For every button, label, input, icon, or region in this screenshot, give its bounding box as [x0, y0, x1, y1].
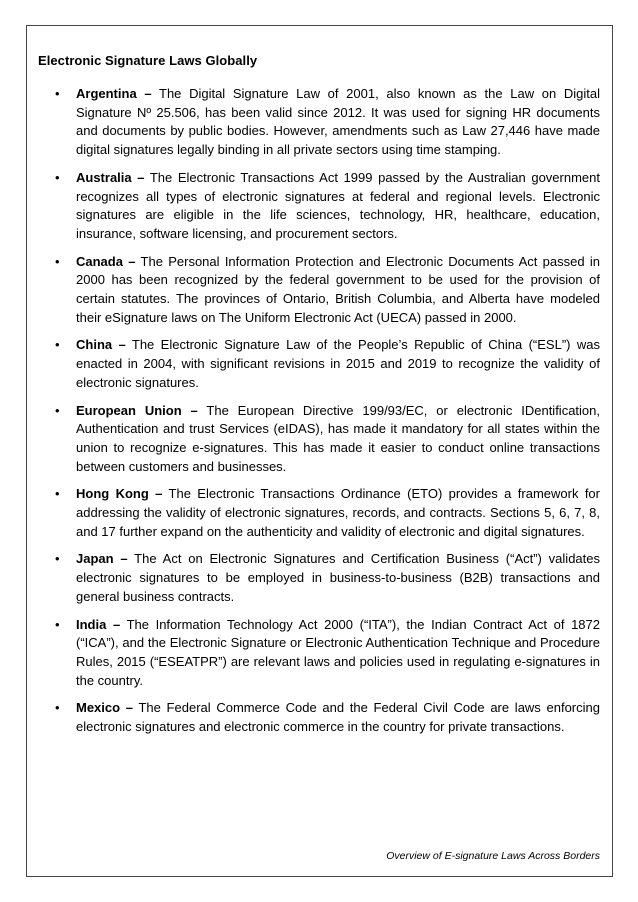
country-name: Hong Kong –	[76, 486, 163, 502]
laws-list	[38, 85, 600, 746]
country-name: European Union –	[76, 402, 198, 418]
list-item-india	[38, 616, 600, 691]
country-name: India –	[76, 616, 121, 632]
law-description: The Act on Electronic Signatures and Certification Business (“Act”) validates electronic signatures to be employed in business-to-business (B2B) transactions and general business contracts.	[76, 551, 600, 604]
law-description: The Federal Commerce Code and the Federal Civil Code are laws enforcing electronic signatures and electronic commerce in the country for private transactions.	[76, 700, 600, 735]
bullet-icon: •	[55, 253, 60, 269]
law-description: The European Directive 199/93/EC, or electronic IDentification, Authentication and trust Services (eIDAS), has made it mandatory for all states within the union to recognize e-signatures. This has made it easier to conduct online transactions between customers and businesses.	[76, 402, 600, 474]
law-description: The Personal Information Protection and Electronic Documents Act passed in 2000 has been recognized by the federal government to be used for the provision of certain statutes. The provinces of Ontario, British Columbia, and Alberta have modeled their eSignature laws on The Uniform Electronic Act (UECA) passed in 2000.	[76, 253, 600, 325]
list-item-argentina	[38, 85, 600, 160]
country-name: Australia –	[76, 169, 145, 185]
list-item-mexico	[38, 699, 600, 736]
country-name: China –	[76, 337, 126, 353]
list-item-china	[38, 336, 600, 392]
law-description: The Information Technology Act 2000 (“ITA”), the Indian Contract Act of 1872 (“ICA”), and the Electronic Signature or Electronic Authentication Technique and Procedure Rules, 2015 (“ESEATPR”) are relevant laws and policies used in regulating e-signatures in the country.	[76, 616, 600, 688]
bullet-icon: •	[55, 700, 60, 716]
bullet-icon: •	[55, 402, 60, 418]
bullet-icon: •	[55, 86, 60, 101]
law-description: The Electronic Transactions Act 1999 passed by the Australian government recognizes all types of electronic signatures at federal and regional levels. Electronic signatures are eligible in the life sciences, technology, HR, healthcare, education, insurance, software licensing, and procurement sectors.	[76, 169, 600, 241]
country-name: Argentina –	[76, 86, 152, 101]
bullet-icon: •	[55, 337, 60, 353]
list-item-japan	[38, 550, 600, 606]
law-description: The Electronic Transactions Ordinance (ETO) provides a framework for addressing the validity of electronic signatures, records, and contracts. Sections 5, 6, 7, 8, and 17 further expand on the authenticity and validity of electronic and digital signatures.	[76, 486, 600, 539]
list-item-hong-kong	[38, 485, 600, 541]
bullet-icon: •	[55, 486, 60, 502]
law-description: The Digital Signature Law of 2001, also known as the Law on Digital Signature Nº 25.506, has been valid since 2012. It was used for signing HR documents and documents by public bodies. However, amendments such as Law 27,446 have made digital signatures legally binding in all private sectors using time stamping.	[76, 86, 601, 158]
bullet-icon: •	[55, 169, 60, 185]
list-item-australia	[38, 169, 600, 244]
page-title: Electronic Signature Laws Globally	[38, 53, 258, 68]
list-item-european-union	[38, 402, 600, 477]
list-item-canada	[38, 253, 600, 328]
country-name: Mexico –	[76, 700, 133, 716]
law-description: The Electronic Signature Law of the People’s Republic of China (“ESL”) was enacted in 2004, with significant revisions in 2015 and 2019 to recognize the validity of electronic signatures.	[76, 337, 600, 390]
country-name: Japan –	[76, 551, 128, 567]
page-footer: Overview of E-signature Laws Across Borders	[386, 850, 600, 862]
bullet-icon: •	[55, 616, 60, 632]
bullet-icon: •	[55, 551, 60, 567]
country-name: Canada –	[76, 253, 136, 269]
